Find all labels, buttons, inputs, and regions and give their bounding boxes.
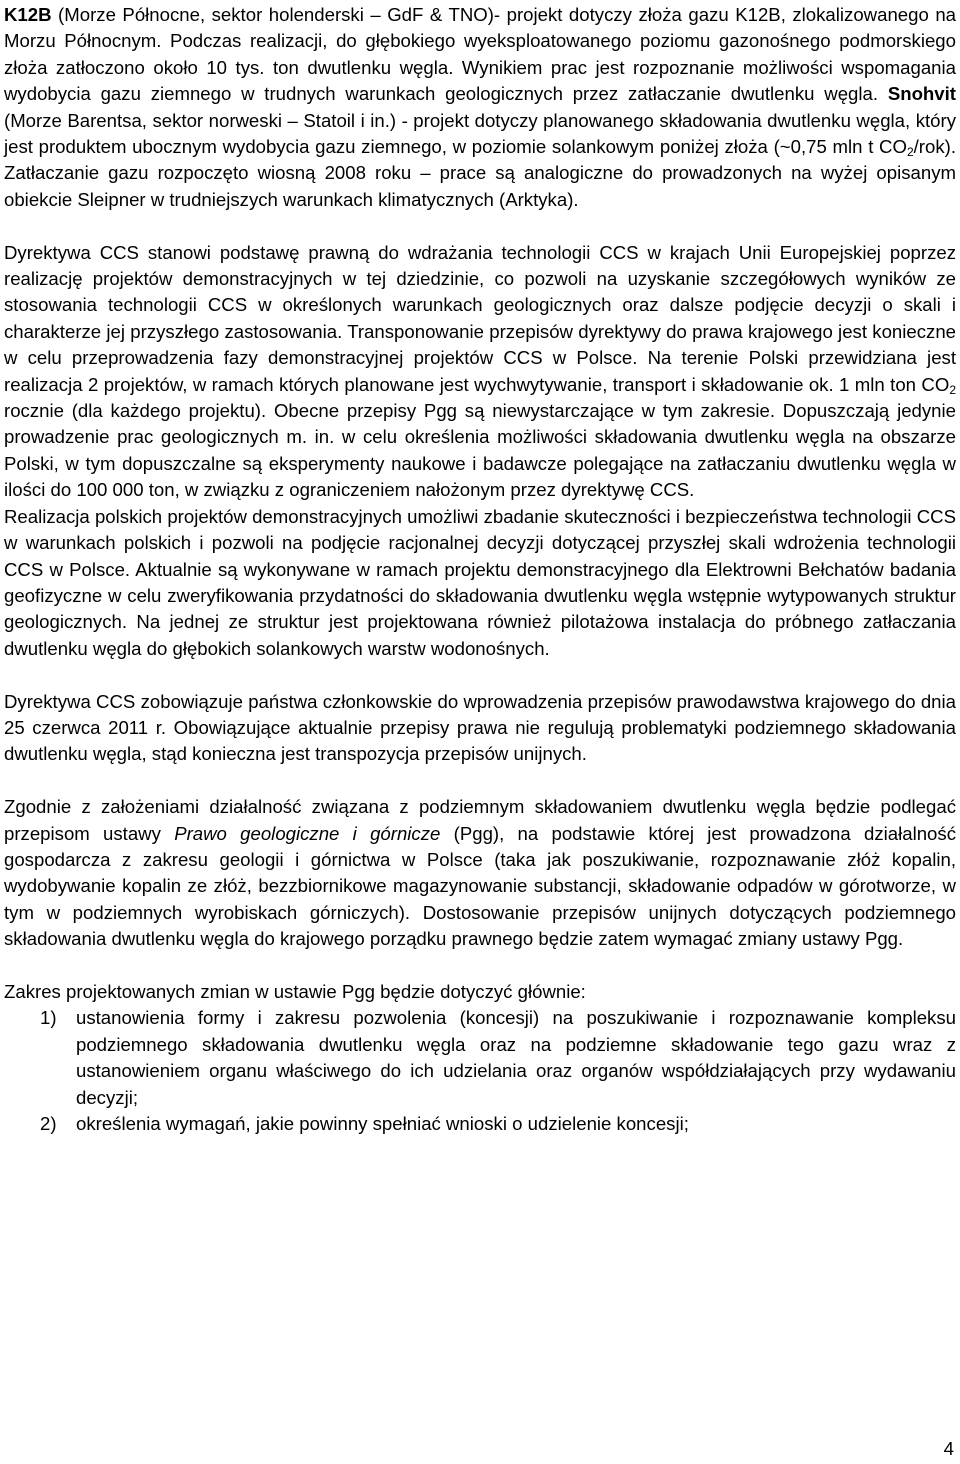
paragraph-gap: [4, 953, 956, 979]
pgg-law-text: Zgodnie z założeniami działalność związana z podziemnym składowaniem dwutlenku węgla będzie podlegać przepisom ustawy: [4, 796, 956, 844]
document-page: [4, 2, 956, 1137]
list-item-number: 1): [40, 1007, 57, 1029]
paragraph-ccs-directive: [4, 240, 956, 504]
ccs-directive-text: Dyrektywa CCS stanowi podstawę prawną do wdrażania technologii CCS w krajach Unii Europejskiej poprzez realizację projektów demonstracyjnych w tej dziedzinie, co pozwoli na uzyskanie szczegółowych wyników ze stosowania technologii CCS w określonych warunkach geologicznych oraz dalsze podjęcie decyzji o skali i charakterze jej przyszłego zastosowania. Transponowanie przepisów dyrektywy do prawa krajowego jest konieczne w celu przeprowadzenia fazy demonstracyjnej projektów CCS w Polsce. Na terenie Polski przewidziana jest realizacja 2 projektów, w ramach których planowane jest wychwytywanie, transport i składowanie ok. 1 mln ton CO: [4, 241, 956, 395]
paragraph-member-states: Dyrektywa CCS zobowiązuje państwa członkowskie do wprowadzenia przepisów prawodawstwa krajowego do dnia 25 czerwca 2011 r. Obowiązujące aktualnie przepisy prawa nie regulują problematyki podziemnego składowania dwutlenku węgla, stąd konieczna jest transpozycja przepisów unijnych.: [4, 690, 956, 765]
list-item-number: 2): [40, 1113, 57, 1134]
paragraph-polish-projects: Realizacja polskich projektów demonstracyjnych umożliwi zbadanie skuteczności i bezpieczeństwa technologii CCS w warunkach polskich i pozwoli na podjęcie racjonalnej decyzji dotyczącej przyszłej skali wdrożenia technologii CCS w Polsce. Aktualnie są wykonywane w ramach projektu demonstracyjnego dla Elektrowni Bełchatów badania geofizyczne w celu zweryfikowania przydatności do składowania dwutlenku węgla wstępnie wytypowanych struktur geologicznych. Na jednej ze struktur jest projektowana również pilotażowa instalacja do próbnego zatłaczania dwutlenku węgla do głębokich solankowych warstw wodonośnych.: [4, 505, 956, 659]
paragraph-k12b-snohvit: [4, 2, 956, 213]
paragraph-gap: [4, 213, 956, 239]
law-title: Prawo geologiczne i górnicze: [174, 822, 441, 844]
scope-list: [4, 1005, 956, 1137]
snohvit-text-end: /rok). Zatłaczanie gazu rozpoczęto wiosną 2008 roku – prace są analogiczne do prowadzonych na wyżej opisanym obiekcie Sleipner w trudniejszych warunkach klimatycznych (Arktyka).: [4, 136, 956, 210]
paragraph-gap: [4, 662, 956, 688]
list-item-text: ustanowienia formy i zakresu pozwolenia (koncesji) na poszukiwanie i rozpoznawanie kompleksu podziemnego składowania dwutlenku węgla oraz na podziemne składowanie tego gazu wraz z ustanowieniem organu właściwego do ich udzielania oraz organów współdziałających przy wydawaniu decyzji;: [76, 1007, 956, 1108]
pgg-law-text-end: (Pgg), na podstawie której jest prowadzona działalność gospodarcza z zakresu geologii i górnictwa w Polsce (taka jak poszukiwanie, rozpoznawanie złóż kopalin, wydobywanie kopalin ze złóż, bezzbiornikowe magazynowanie substancji, składowanie odpadów w górotworze, w tym w podziemnych wyrobiskach górniczych). Dostosowanie przepisów unijnych dotyczących podziemnego składowania dwutlenku węgla do krajowego porządku prawnego będzie zatem wymagać zmiany ustawy Pgg.: [4, 822, 956, 950]
list-item: [4, 1111, 956, 1137]
paragraph-gap: [4, 768, 956, 794]
paragraph-scope-intro: Zakres projektowanych zmian w ustawie Pgg będzie dotyczyć głównie:: [4, 980, 586, 1002]
list-item-text: określenia wymagań, jakie powinny spełniać wnioski o udzielenie koncesji;: [76, 1113, 689, 1134]
paragraph-pgg-law: [4, 794, 956, 952]
k12b-text: (Morze Północne, sektor holenderski – GdF & TNO)- projekt dotyczy złoża gazu K12B, zlokalizowanego na Morzu Północnym. Podczas realizacji, do głębokiego wyeksploatowanego poziomu gazonośnego podmorskiego złoża zatłoczono około 10 tys. ton dwutlenku węgla. Wynikiem prac jest rozpoznanie możliwości wspomagania wydobycia gazu ziemnego w trudnych warunkach geologicznych przez zatłaczanie dwutlenku węgla.: [4, 4, 956, 105]
co2-subscript: 2: [906, 145, 914, 160]
co2-subscript: 2: [949, 382, 956, 397]
snohvit-label: Snohvit: [887, 83, 956, 105]
list-item: [4, 1005, 956, 1111]
k12b-label: K12B: [4, 4, 52, 25]
ccs-directive-text-end: rocznie (dla każdego projektu). Obecne przepisy Pgg są niewystarczające w tym zakresie. Dopuszczają jedynie prowadzenie prac geologicznych m. in. w celu określenia możliwości składowania dwutlenku węgla na obszarze Polski, w tym dopuszczalne są eksperymenty naukowe i badawcze polegające na zatłaczaniu dwutlenku węgla w ilości do 100 000 ton, w związku z ograniczeniem nałożonym przez dyrektywę CCS.: [4, 400, 956, 501]
snohvit-text: (Morze Barentsa, sektor norweski – Statoil i in.) - projekt dotyczy planowanego składowania dwutlenku węgla, który jest produktem ubocznym wydobycia gazu ziemnego, w poziomie solankowym poniżej złoża (~0,75 mln t CO: [4, 109, 956, 158]
page-number: 4: [943, 1438, 954, 1459]
